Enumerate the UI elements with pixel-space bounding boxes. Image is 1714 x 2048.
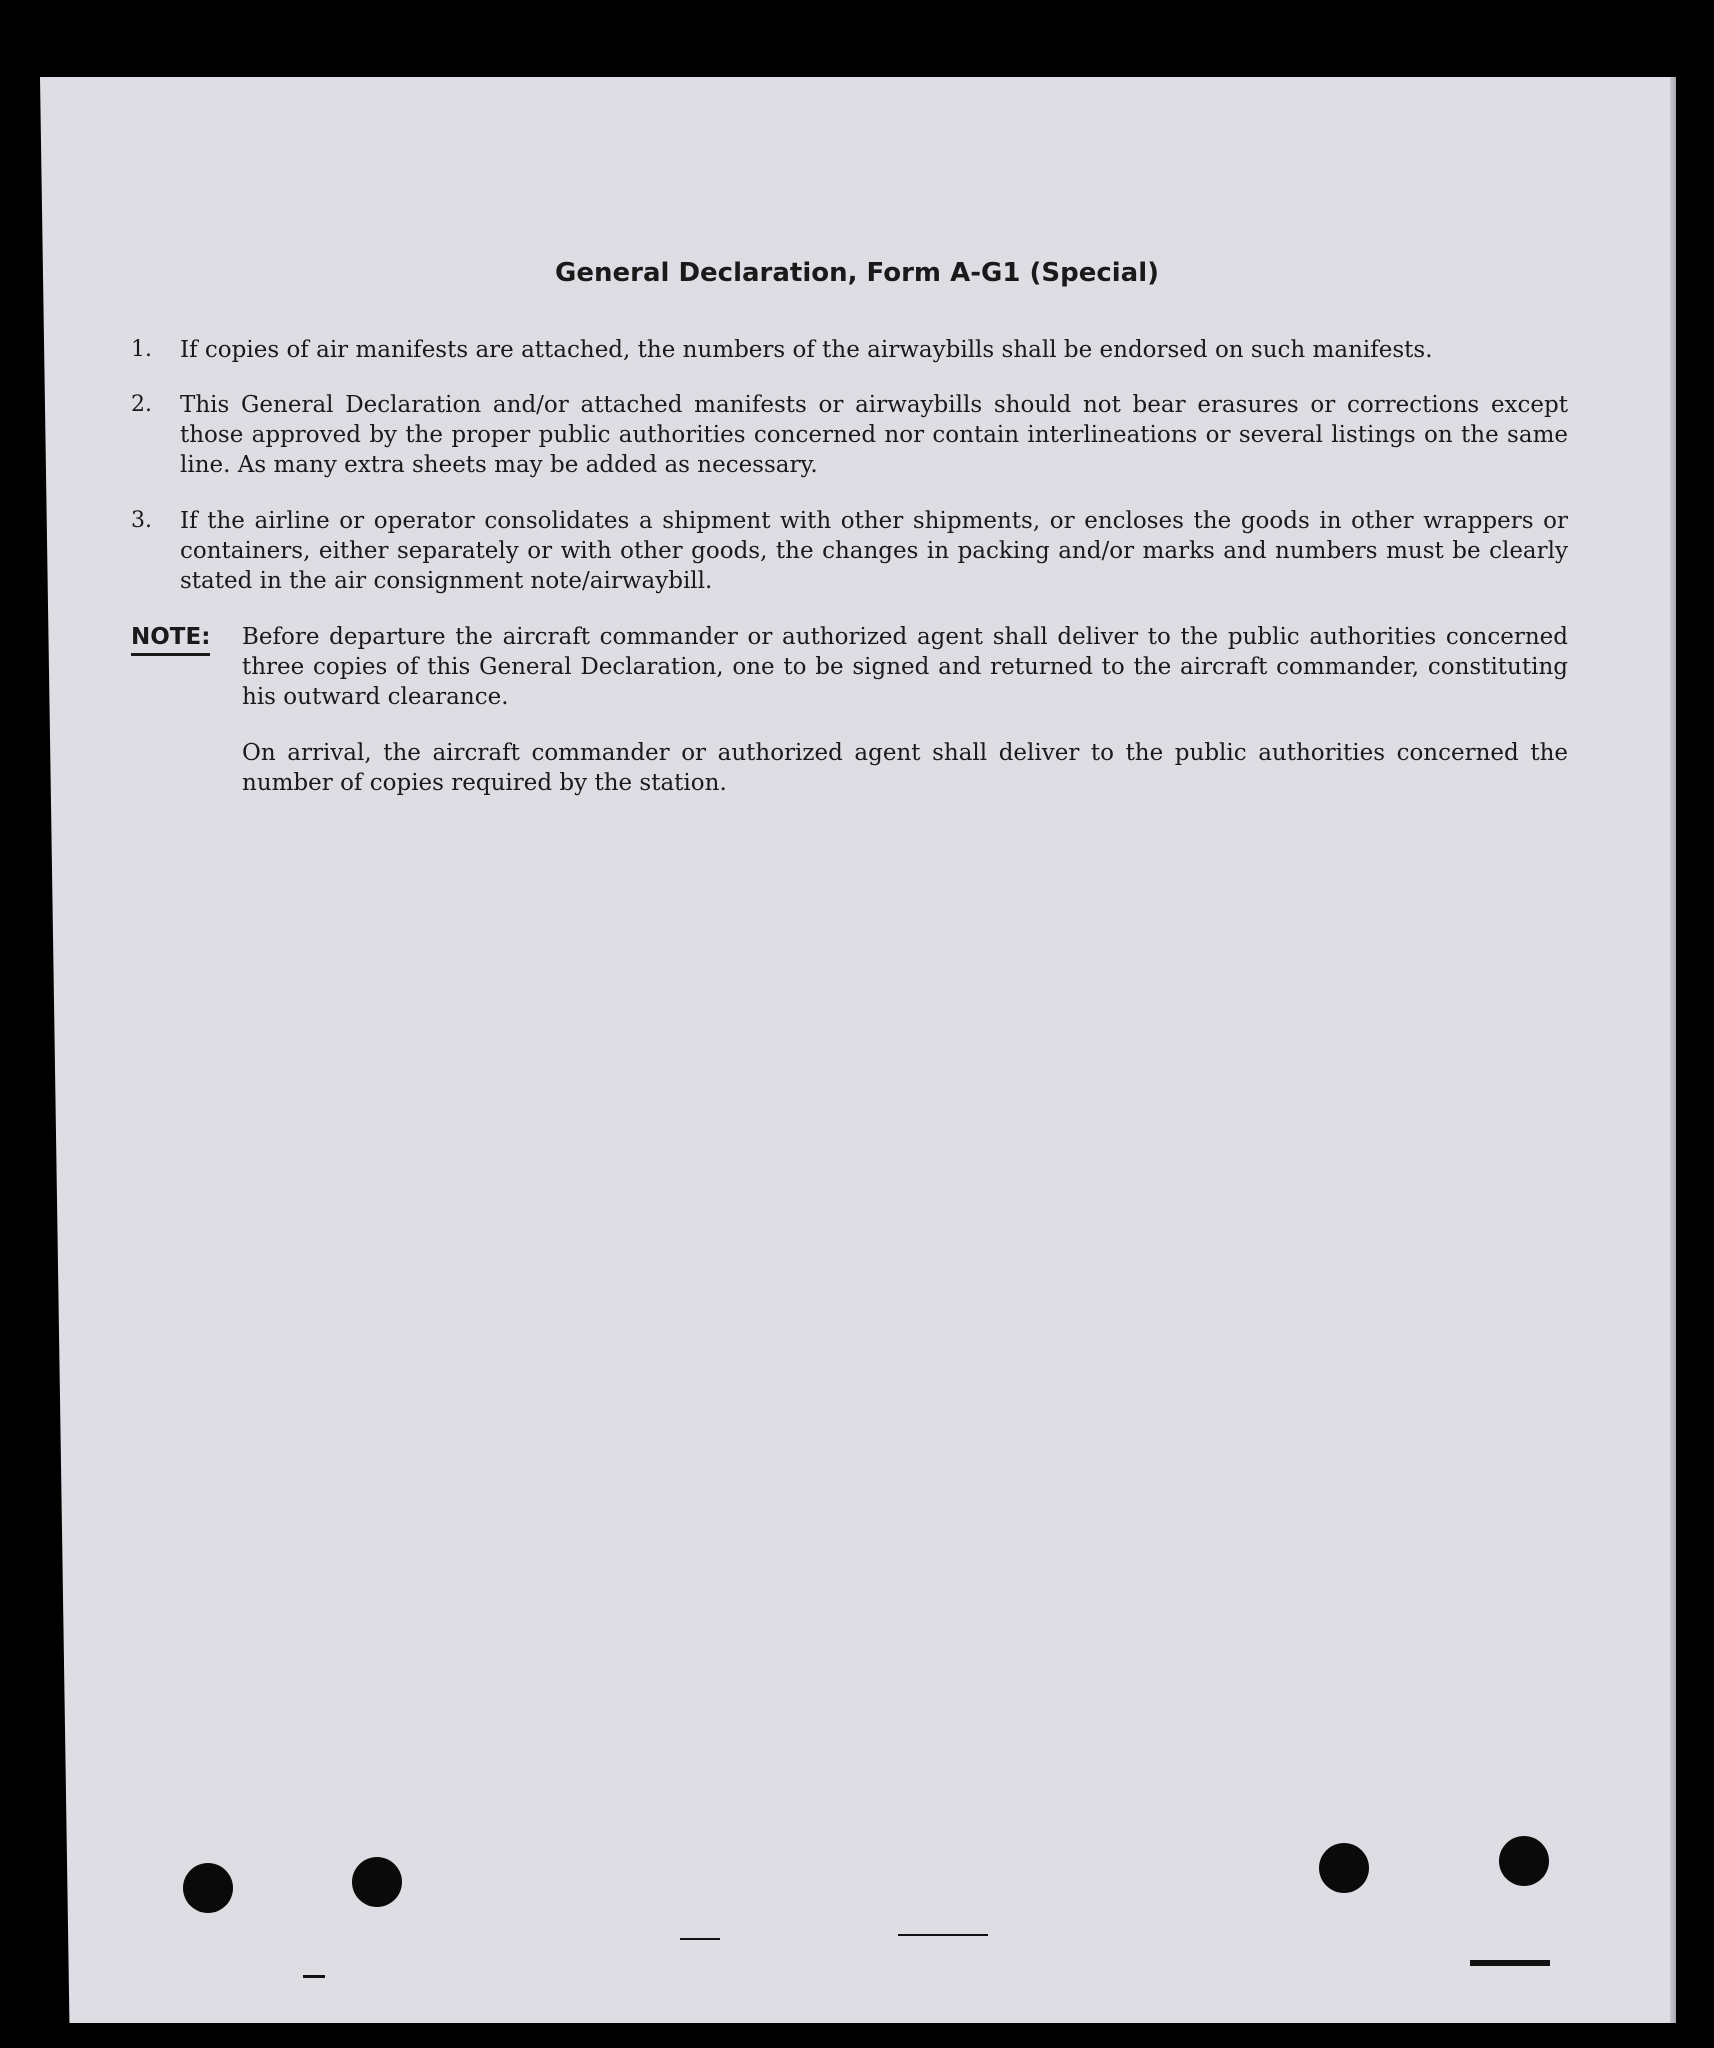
note-paragraph: On arrival, the aircraft commander or authorized agent shall deliver to the public authorities concerned the number of copies required by the station. [242,740,1568,796]
punch-hole [183,1863,233,1913]
item-number: 1. [131,337,152,362]
scan-mark [303,1975,325,1978]
document-page [40,77,1676,2023]
document-title: General Declaration, Form A-G1 (Special) [555,258,1159,288]
item-number: 2. [131,392,152,417]
item-number: 3. [131,508,152,533]
punch-hole [1499,1836,1549,1886]
scan-mark [1470,1960,1550,1966]
item-text: This General Declaration and/or attached manifests or airwaybills should not bear erasures or corrections except those approved by the proper public authorities concerned nor contain interlineations or several listings on the same line. As many extra sheets may be added as necessary. [180,392,1568,478]
scan-mark [680,1938,720,1940]
page-edge-shadow [1670,77,1676,2023]
scan-mark [898,1934,988,1936]
note-paragraph: Before departure the aircraft commander or authorized agent shall deliver to the public authorities concerned three copies of this General Declaration, one to be signed and returned to the aircraft commander, constituting his outward clearance. [242,624,1568,710]
item-text: If copies of air manifests are attached, the numbers of the airwaybills shall be endorsed on such manifests. [180,337,1433,363]
punch-hole [352,1857,402,1907]
note-label: NOTE: [131,622,210,656]
item-text: If the airline or operator consolidates a shipment with other shipments, or encloses the goods in other wrappers or containers, either separately or with other goods, the changes in packing and/or marks and numbers must be clearly stated in the air consignment note/airwaybill. [180,508,1568,594]
punch-hole [1319,1843,1369,1893]
